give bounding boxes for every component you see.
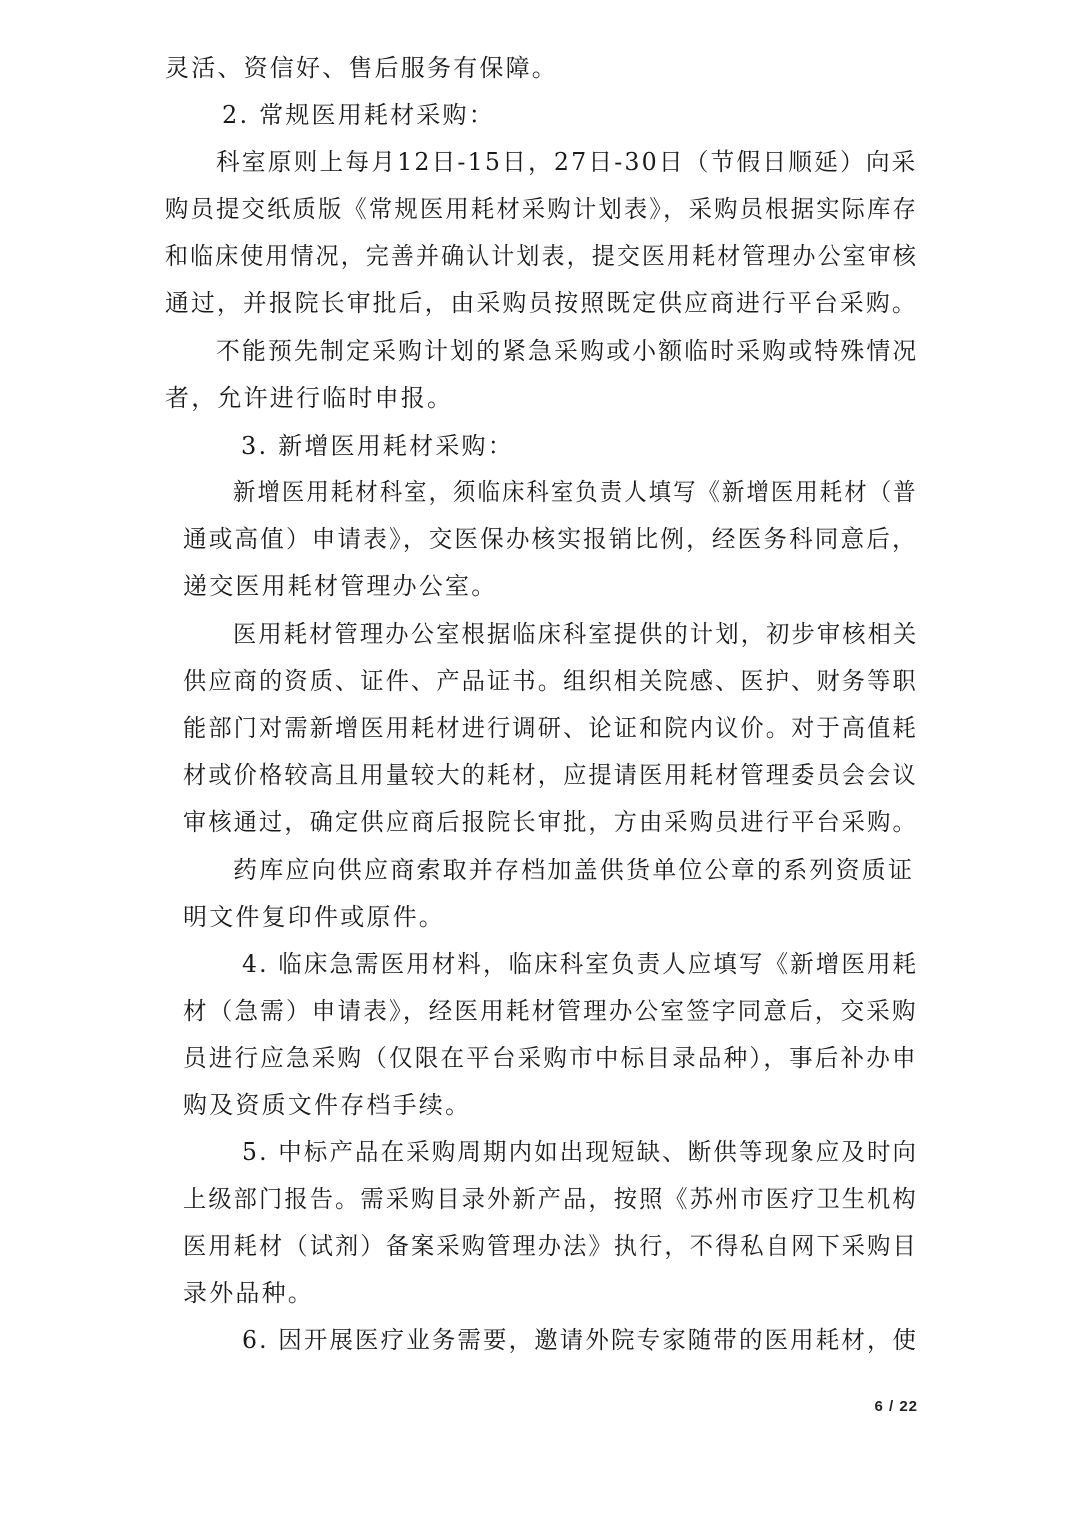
text-line: 通或高值）申请表》，交医保办核实报销比例，经医务科同意后， [183, 525, 918, 553]
text-line: 不能预先制定采购计划的紧急采购或小额临时采购或特殊情况 [216, 337, 919, 365]
numbered-item: 6. 因开展医疗业务需要，邀请外院专家随带的医用耗材，使 [242, 1326, 919, 1354]
text-line: 录外品种。 [183, 1279, 314, 1307]
text-line: 科室原则上每月12日-15日，27日-30日（节假日顺延）向采 [216, 148, 918, 176]
text-line: 者，允许进行临时申报。 [165, 384, 454, 412]
text-line: 通过，并报院长审批后，由采购员按照既定供应商进行平台采购。 [165, 289, 918, 317]
text-line: 购员提交纸质版《常规医用耗材采购计划表》，采购员根据实际库存 [165, 195, 919, 223]
text-line: 递交医用耗材管理办公室。 [183, 572, 498, 600]
text-line: 材或价格较高且用量较大的耗材，应提请医用耗材管理委员会会议 [183, 761, 918, 789]
text-line: 药库应向供应商索取并存档加盖供货单位公章的系列资质证 [233, 856, 915, 884]
text-line: 医用耗材管理办公室根据临床科室提供的计划，初步审核相关 [233, 620, 919, 648]
section-heading: 2. 常规医用耗材采购： [222, 101, 495, 129]
text-line: 明文件复印件或原件。 [183, 903, 445, 931]
text-line: 审核通过，确定供应商后报院长审批，方由采购员进行平台采购。 [183, 808, 918, 836]
text-line: 上级部门报告。需采购目录外新产品，按照《苏州市医疗卫生机构 [183, 1185, 918, 1213]
section-heading: 3. 新增医用耗材采购： [241, 432, 514, 460]
text-line: 员进行应急采购（仅限在平台采购市中标目录品种），事后补办申 [183, 1044, 918, 1072]
text-line: 医用耗材（试剂）备案采购管理办法》执行，不得私自网下采购目 [183, 1232, 918, 1260]
text-line: 材（急需）申请表》，经医用耗材管理办公室签字同意后，交采购 [183, 997, 918, 1025]
page-number: 6 / 22 [874, 1398, 918, 1415]
numbered-item: 5. 中标产品在采购周期内如出现短缺、断供等现象应及时向 [242, 1138, 919, 1166]
text-line: 和临床使用情况，完善并确认计划表，提交医用耗材管理办公室审核 [165, 242, 918, 270]
text-line: 供应商的资质、证件、产品证书。组织相关院感、医护、财务等职 [183, 667, 918, 695]
text-line: 灵活、资信好、售后服务有保障。 [165, 54, 558, 82]
text-line: 新增医用耗材科室，须临床科室负责人填写《新增医用耗材（普 [233, 478, 918, 506]
text-line: 购及资质文件存档手续。 [183, 1091, 472, 1119]
numbered-item: 4. 临床急需医用材料，临床科室负责人应填写《新增医用耗 [242, 950, 919, 978]
text-line: 能部门对需新增医用耗材进行调研、论证和院内议价。对于高值耗 [183, 714, 918, 742]
